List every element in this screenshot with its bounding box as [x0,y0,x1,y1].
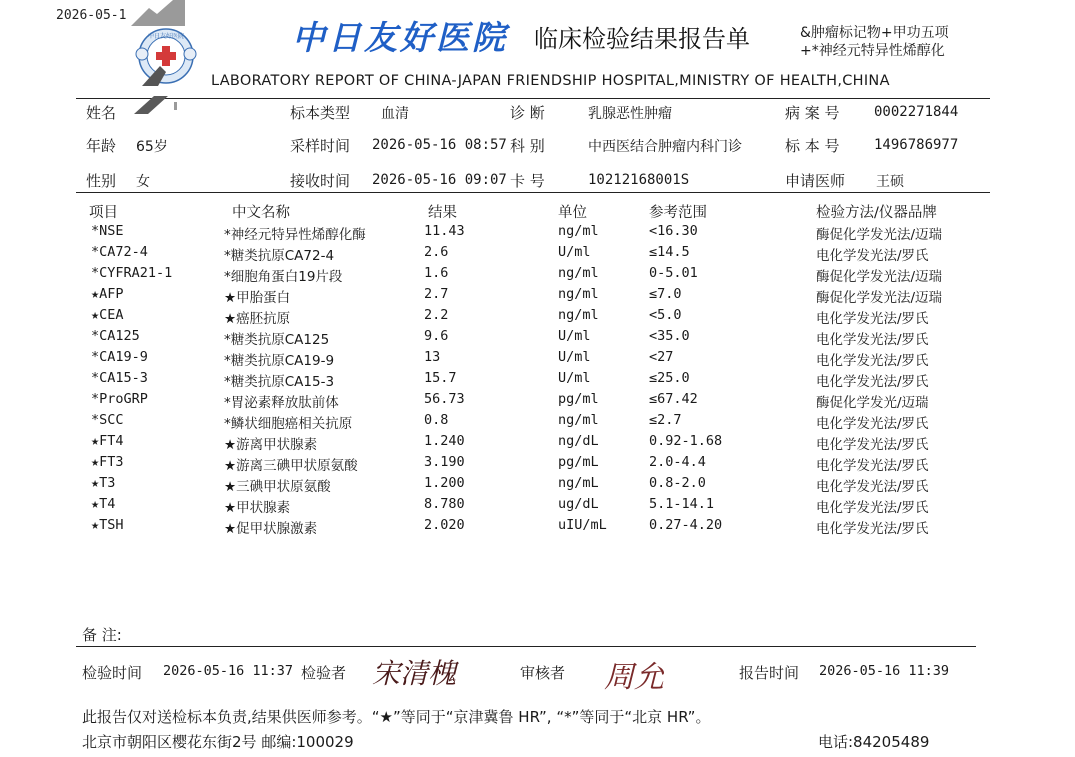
test-result: 2.020 [424,517,465,533]
col-header-item: 项目 [89,205,118,221]
test-reference: 2.0-4.4 [649,454,706,470]
test-code: *CA19-9 [91,349,148,365]
report-time-label: 报告时间 [739,664,800,682]
test-method: 电化学发光法/罗氏 [816,374,929,390]
test-cn-name: ★游离甲状腺素 [224,437,318,453]
test-unit: ng/dL [558,433,599,449]
sex-label: 性别 [86,172,117,190]
tester-signature: 宋清槐 [372,657,457,690]
test-reference: <16.30 [649,223,698,239]
test-cn-name: ★甲胎蛋白 [224,290,291,306]
age-label: 年龄 [86,137,117,155]
redacted-name [134,96,186,114]
info-divider [76,192,990,193]
hospital-name: 中日友好医院 [292,18,508,57]
test-result: 56.73 [424,391,465,407]
test-result: 11.43 [424,223,465,239]
test-method: 电化学发光法/罗氏 [816,311,929,327]
diagnosis-label: 诊 断 [510,104,545,122]
test-code: ★CEA [91,307,124,323]
report-subtitle: LABORATORY REPORT OF CHINA-JAPAN FRIENDSHIP HOSPITAL,MINISTRY OF HEALTH,CHINA [211,73,890,89]
sample-type-value: 血清 [381,106,409,122]
test-code: *CYFRA21-1 [91,265,173,281]
test-unit: U/ml [558,244,591,260]
test-result: 1.200 [424,475,465,491]
test-cn-name: ★游离三碘甲状原氨酸 [224,458,358,474]
test-code: ★FT4 [91,433,124,449]
test-method: 电化学发光法/罗氏 [816,458,929,474]
redaction-mark [131,0,185,26]
test-code: *CA72-4 [91,244,148,260]
receive-time-value: 2026-05-16 09:07 [372,172,507,188]
test-reference: ≤2.7 [649,412,682,428]
test-cn-name: ★促甲状腺激素 [224,521,318,537]
department-value: 中西医结合肿瘤内科门诊 [588,139,742,155]
department-label: 科 别 [510,137,545,155]
sampling-time-label: 采样时间 [290,137,351,155]
test-method: 酶促化学发光法/迈瑞 [816,269,943,285]
test-result: 3.190 [424,454,465,470]
test-method: 电化学发光法/罗氏 [816,479,929,495]
test-code: ★T4 [91,496,116,512]
reviewer-signature: 周允 [604,660,664,695]
case-number-label: 病 案 号 [785,104,840,122]
test-unit: ng/ml [558,286,599,302]
hospital-phone: 电话:84205489 [818,733,930,751]
hospital-logo [130,26,200,86]
header-divider [76,98,990,99]
test-method: 酶促化学发光法/迈瑞 [816,290,943,306]
test-unit: ng/ml [558,265,599,281]
test-result: 2.2 [424,307,449,323]
sampling-time-value: 2026-05-16 08:57 [372,137,507,153]
report-title: 临床检验结果报告单 [534,25,750,53]
test-unit: ng/ml [558,412,599,428]
test-set-line-1: &肿瘤标记物+甲功五项 [800,25,949,41]
footer-divider [76,646,976,647]
test-cn-name: *糖类抗原CA72-4 [224,248,335,264]
test-set-line-2: +*神经元特异性烯醇化 [800,43,945,59]
test-unit: ng/ml [558,307,599,323]
test-cn-name: *鳞状细胞癌相关抗原 [224,416,353,432]
test-result: 2.6 [424,244,449,260]
hospital-address: 北京市朝阳区樱花东街2号 邮编:100029 [82,733,354,751]
note-label: 备 注: [82,626,122,644]
test-result: 1.240 [424,433,465,449]
col-header-reference: 参考范围 [649,205,707,221]
test-unit: U/ml [558,349,591,365]
test-unit: uIU/mL [558,517,607,533]
test-unit: ug/dL [558,496,599,512]
specimen-number-label: 标 本 号 [785,137,840,155]
test-result: 0.8 [424,412,449,428]
case-number-value: 0002271844 [874,104,959,120]
test-unit: U/ml [558,328,591,344]
test-unit: pg/mL [558,454,599,470]
sex-value: 女 [136,174,150,190]
test-code: ★TSH [91,517,124,533]
test-result: 13 [424,349,441,365]
diagnosis-value: 乳腺恶性肿瘤 [588,106,672,122]
tester-label: 检验者 [301,664,347,682]
test-unit: U/ml [558,370,591,386]
doctor-label: 申请医师 [785,172,846,190]
test-code: *CA15-3 [91,370,148,386]
test-reference: <27 [649,349,674,365]
reviewer-label: 审核者 [520,664,566,682]
test-unit: pg/ml [558,391,599,407]
test-cn-name: *糖类抗原CA19-9 [224,353,335,369]
test-cn-name: ★三碘甲状原氨酸 [224,479,331,495]
test-cn-name: *胃泌素释放肽前体 [224,395,339,411]
logo-text: 中日友好医院 [147,33,185,40]
test-result: 15.7 [424,370,457,386]
col-header-cn-name: 中文名称 [232,205,290,221]
test-code: *NSE [91,223,124,239]
test-cn-name: *糖类抗原CA125 [224,332,330,348]
name-label: 姓名 [86,104,117,122]
test-reference: ≤25.0 [649,370,690,386]
specimen-number-value: 1496786977 [874,137,959,153]
test-cn-name: *糖类抗原CA15-3 [224,374,335,390]
test-unit: ng/mL [558,475,599,491]
test-method: 电化学发光法/罗氏 [816,437,929,453]
doctor-value: 王硕 [876,174,904,190]
test-result: 2.7 [424,286,449,302]
test-result: 1.6 [424,265,449,281]
top-date: 2026-05-1 [56,8,127,23]
test-method: 电化学发光法/罗氏 [816,416,929,432]
test-reference: 0.92-1.68 [649,433,723,449]
test-result: 8.780 [424,496,465,512]
test-cn-name: *细胞角蛋白19片段 [224,269,343,285]
test-reference: ≤7.0 [649,286,682,302]
test-code: *CA125 [91,328,140,344]
test-code: ★AFP [91,286,124,302]
test-result: 9.6 [424,328,449,344]
col-header-method: 检验方法/仪器品牌 [816,205,937,221]
test-reference: ≤14.5 [649,244,690,260]
test-cn-name: *神经元特异性烯醇化酶 [224,227,366,243]
test-cn-name: ★甲状腺素 [224,500,291,516]
test-time-value: 2026-05-16 11:37 [163,663,294,679]
disclaimer: 此报告仅对送检标本负责,结果供医师参考。“★”等同于“京津冀鲁 HR”, “*”等同于“北京 HR”。 [82,708,711,726]
test-code: *ProGRP [91,391,148,407]
test-reference: 5.1-14.1 [649,496,715,512]
test-method: 电化学发光法/罗氏 [816,521,929,537]
card-number-value: 10212168001S [588,172,690,188]
col-header-result: 结果 [428,205,457,221]
test-reference: 0-5.01 [649,265,698,281]
test-method: 电化学发光法/罗氏 [816,353,929,369]
test-reference: <5.0 [649,307,682,323]
receive-time-label: 接收时间 [290,172,351,190]
report-time-value: 2026-05-16 11:39 [819,663,950,679]
test-reference: <35.0 [649,328,690,344]
test-method: 酶促化学发光/迈瑞 [816,395,929,411]
test-unit: ng/ml [558,223,599,239]
test-reference: ≤67.42 [649,391,698,407]
test-cn-name: ★癌胚抗原 [224,311,291,327]
test-code: ★T3 [91,475,116,491]
test-method: 电化学发光法/罗氏 [816,500,929,516]
card-number-label: 卡 号 [510,172,545,190]
test-time-label: 检验时间 [82,664,143,682]
test-reference: 0.8-2.0 [649,475,706,491]
test-method: 酶促化学发光法/迈瑞 [816,227,943,243]
sample-type-label: 标本类型 [290,104,351,122]
test-code: ★FT3 [91,454,124,470]
test-method: 电化学发光法/罗氏 [816,248,929,264]
test-reference: 0.27-4.20 [649,517,723,533]
test-method: 电化学发光法/罗氏 [816,332,929,348]
col-header-unit: 单位 [558,205,587,221]
age-value: 65岁 [136,139,168,155]
test-code: *SCC [91,412,124,428]
